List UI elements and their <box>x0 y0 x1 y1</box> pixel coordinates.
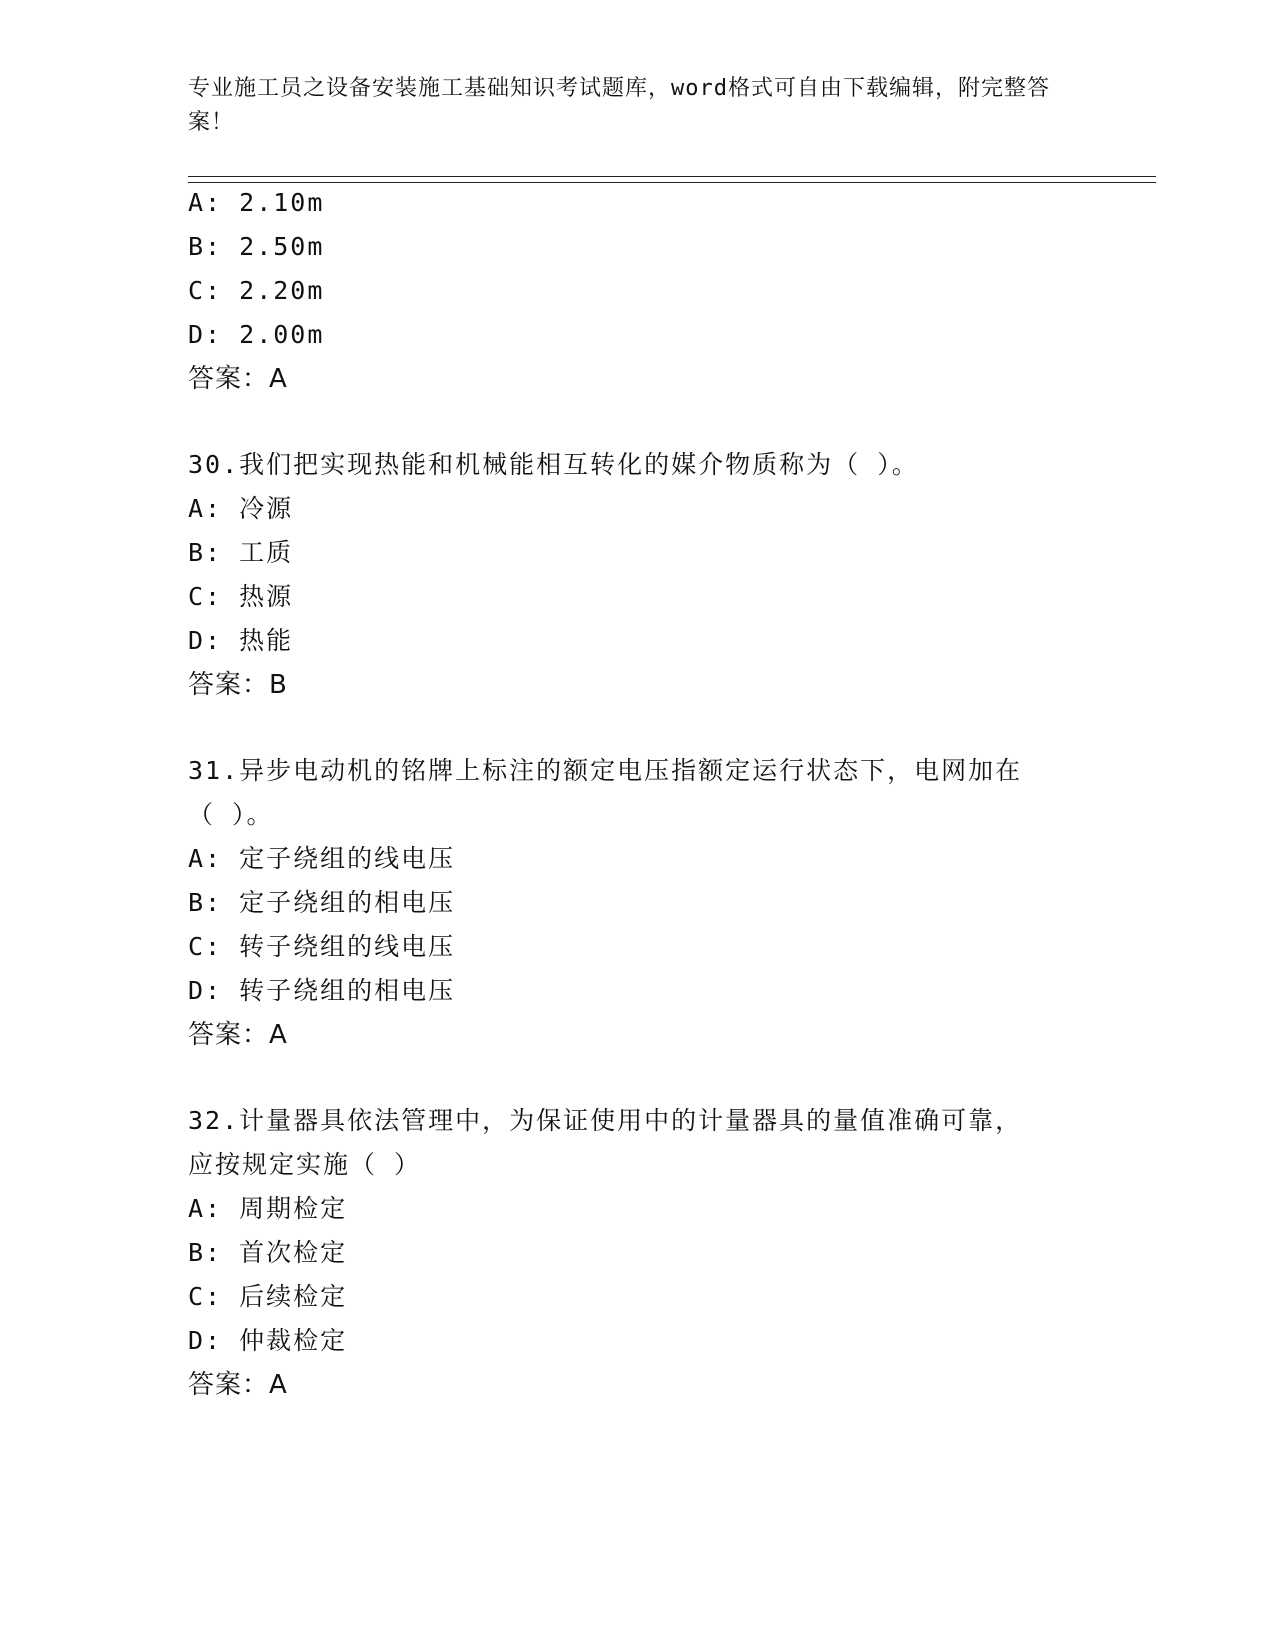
document-header: 专业施工员之设备安装施工基础知识考试题库，word格式可自由下载编辑，附完整答案！ <box>188 76 1050 135</box>
q30-option-d: D: 热能 <box>188 626 294 655</box>
q30-question: 30.我们把实现热能和机械能相互转化的媒介物质称为（ ）。 <box>188 450 919 479</box>
q29-option-c: C: 2.20m <box>188 276 325 305</box>
q31-question-line1: 31.异步电动机的铭牌上标注的额定电压指额定运行状态下，电网加在 <box>188 756 1023 785</box>
q30-answer: 答案：B <box>188 670 288 700</box>
header-rule-bottom <box>188 182 1156 183</box>
q31-question-line2: （ ）。 <box>188 800 274 829</box>
q31-option-a: A: 定子绕组的线电压 <box>188 844 456 873</box>
q30-option-a: A: 冷源 <box>188 494 294 523</box>
q32-question-line1: 32.计量器具依法管理中，为保证使用中的计量器具的量值准确可靠， <box>188 1106 1023 1135</box>
q30-option-c: C: 热源 <box>188 582 294 611</box>
q30-option-b: B: 工质 <box>188 538 294 567</box>
q29-option-d: D: 2.00m <box>188 320 325 349</box>
q32-option-a: A: 周期检定 <box>188 1194 348 1223</box>
q31-answer: 答案：A <box>188 1020 288 1050</box>
q31-option-c: C: 转子绕组的线电压 <box>188 932 456 961</box>
q32-option-b: B: 首次检定 <box>188 1238 348 1267</box>
q32-answer: 答案：A <box>188 1370 288 1400</box>
q32-option-c: C: 后续检定 <box>188 1282 348 1311</box>
q31-option-b: B: 定子绕组的相电压 <box>188 888 456 917</box>
q29-option-b: B: 2.50m <box>188 232 325 261</box>
q32-option-d: D: 仲裁检定 <box>188 1326 348 1355</box>
header-rule-top <box>188 176 1156 177</box>
q32-question-line2: 应按规定实施（ ） <box>188 1150 422 1179</box>
q31-option-d: D: 转子绕组的相电压 <box>188 976 456 1005</box>
q29-option-a: A: 2.10m <box>188 188 325 217</box>
q29-answer: 答案：A <box>188 364 288 394</box>
